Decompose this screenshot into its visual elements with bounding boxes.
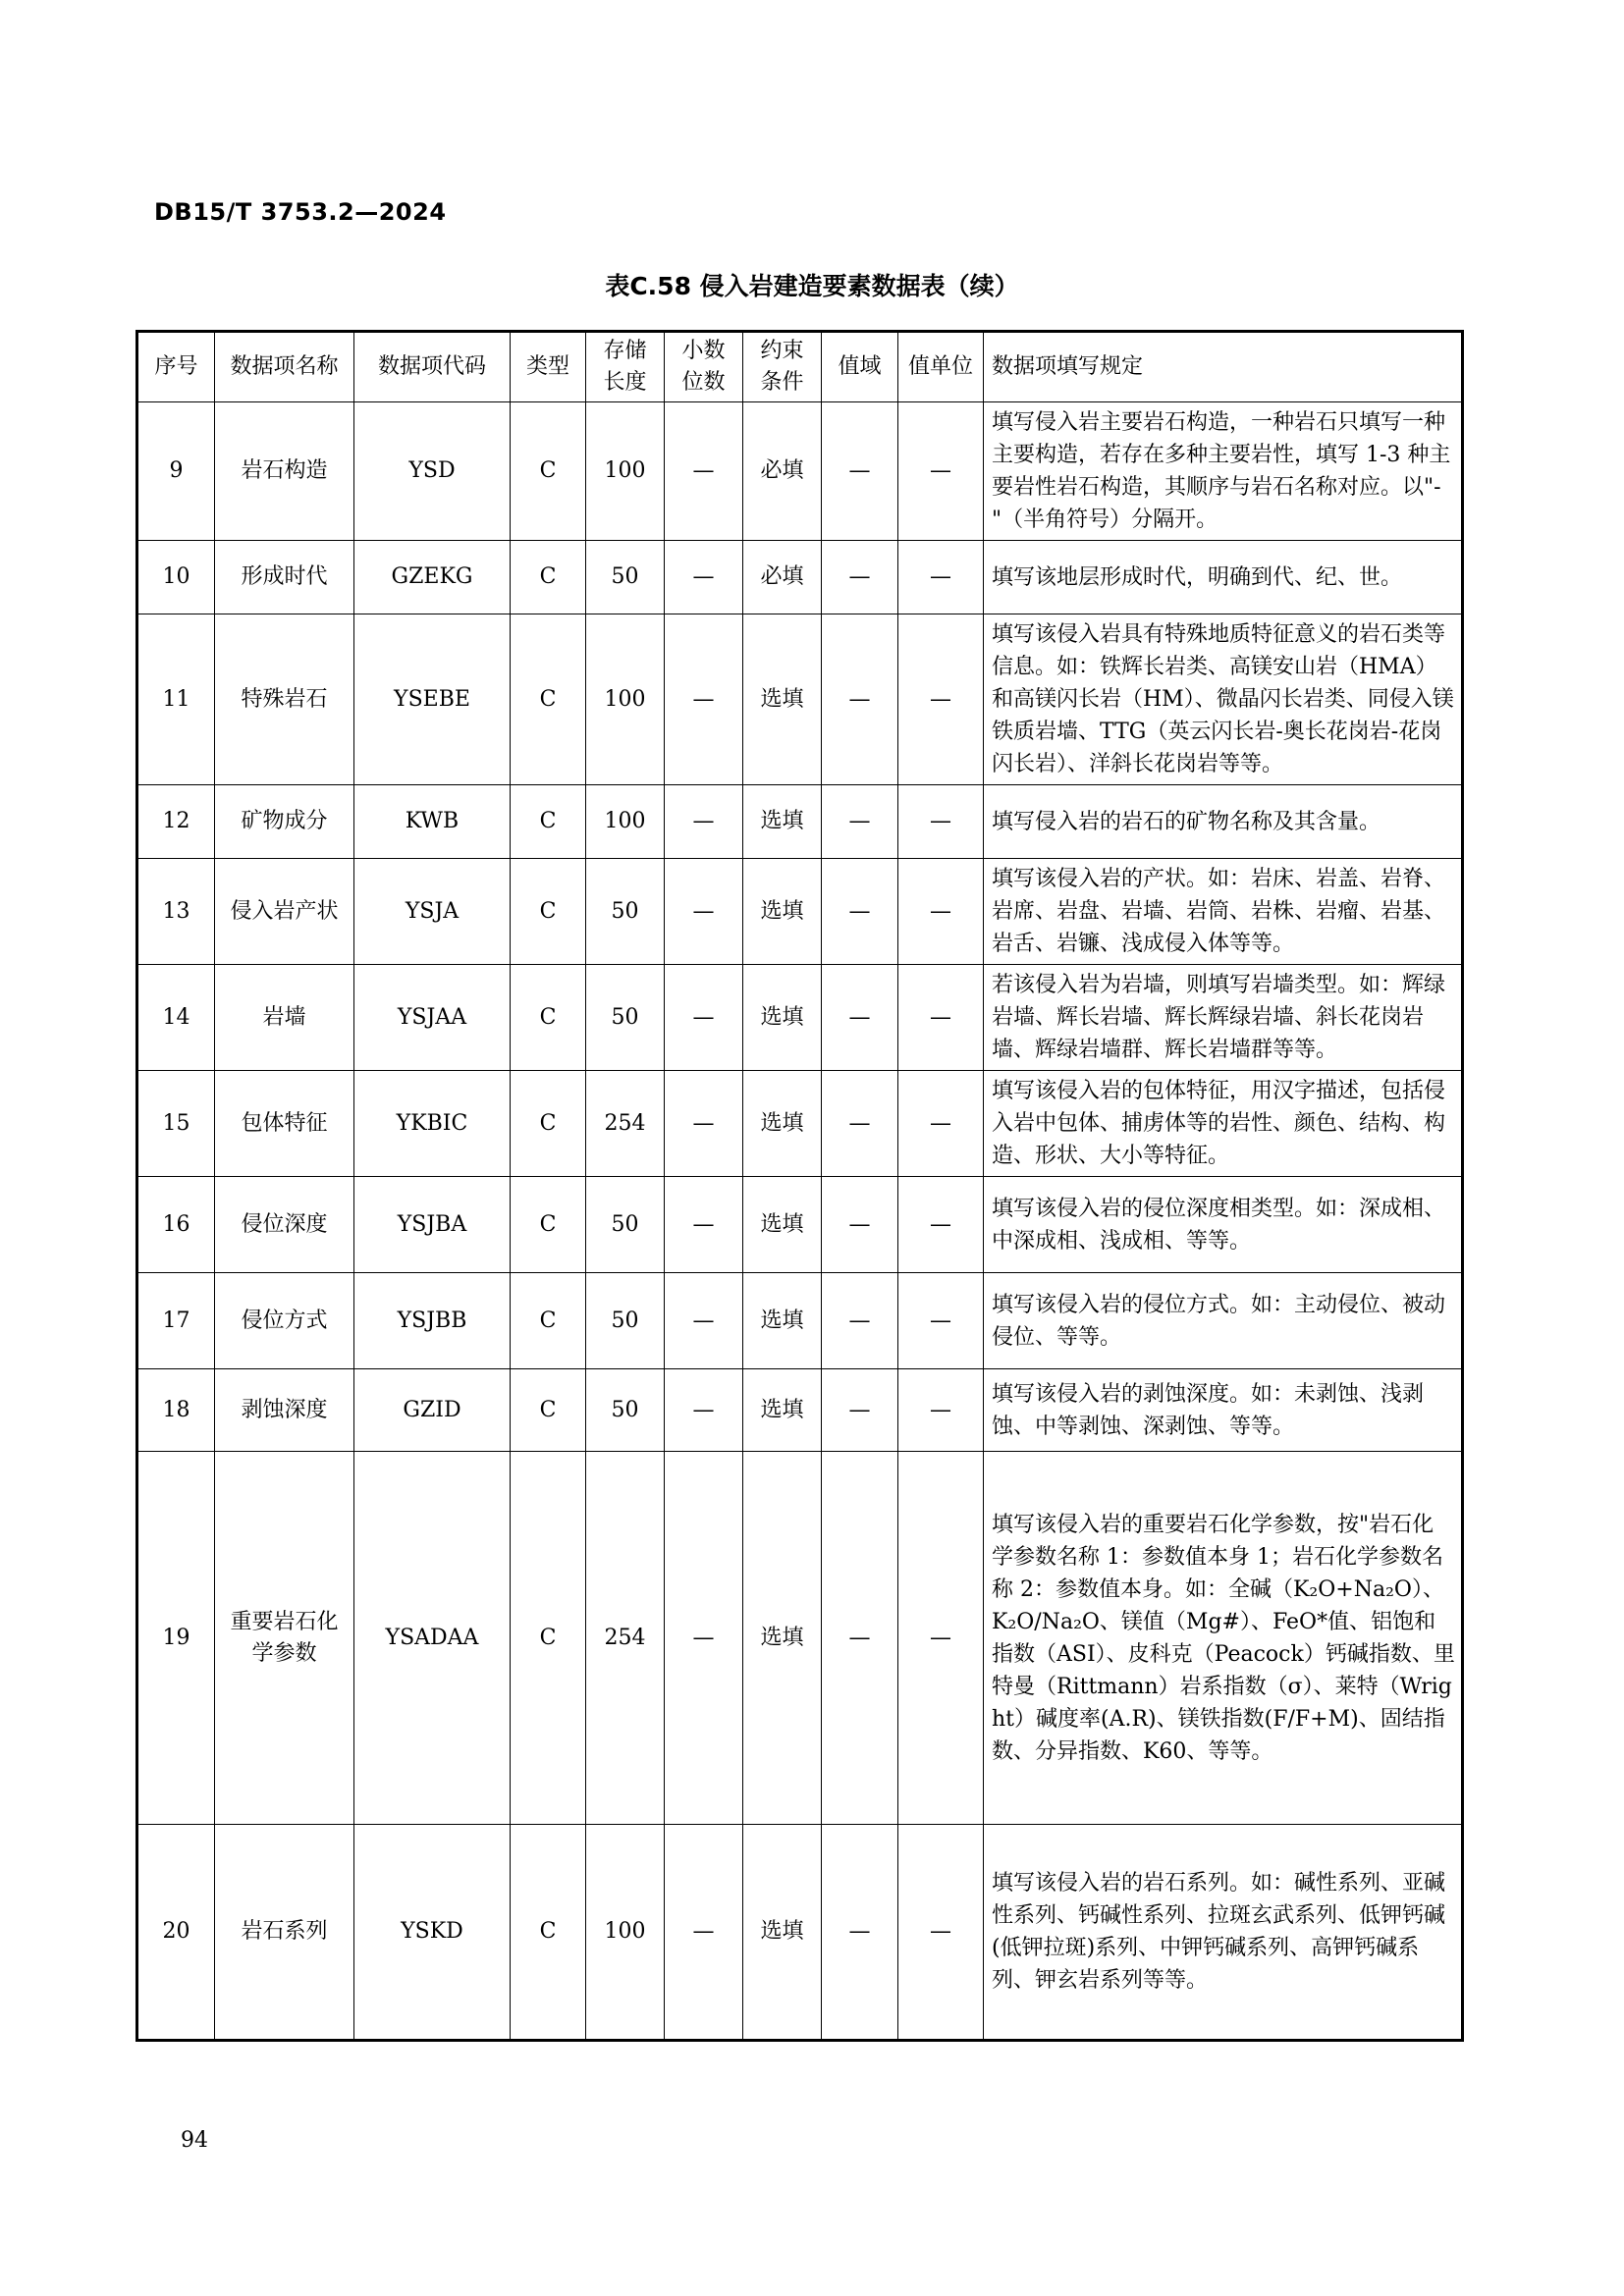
table-row: [137, 541, 1463, 614]
value-domain: —: [822, 1071, 898, 1177]
decimal-places: —: [665, 859, 743, 965]
table-row: [137, 785, 1463, 859]
col-header-name: 数据项名称: [215, 332, 354, 402]
storage-length: 100: [586, 614, 665, 785]
item-name: 矿物成分: [215, 785, 354, 859]
item-name: 岩石构造: [215, 402, 354, 541]
value-domain: —: [822, 1825, 898, 2041]
data-type: C: [511, 402, 586, 541]
item-name: 岩石系列: [215, 1825, 354, 2041]
row-number: 17: [137, 1273, 215, 1369]
data-type: C: [511, 1177, 586, 1273]
item-name: 侵入岩产状: [215, 859, 354, 965]
row-number: 16: [137, 1177, 215, 1273]
value-domain: —: [822, 1452, 898, 1825]
table-row: [137, 859, 1463, 965]
storage-length: 254: [586, 1071, 665, 1177]
item-code: YSJAA: [354, 965, 511, 1071]
fill-rule: 若该侵入岩为岩墙，则填写岩墙类型。如：辉绿岩墙、辉长岩墙、辉长辉绿岩墙、斜长花岗岩墙、辉绿岩墙群、辉长岩墙群等等。: [984, 965, 1463, 1071]
col-header-type: 类型: [511, 332, 586, 402]
item-code: YSJBA: [354, 1177, 511, 1273]
value-unit: —: [898, 1071, 984, 1177]
col-header-unit: 值单位: [898, 332, 984, 402]
storage-length: 50: [586, 1273, 665, 1369]
table-title: 表C.58 侵入岩建造要素数据表（续）: [605, 272, 1019, 300]
item-name: 重要岩石化学参数: [215, 1452, 354, 1825]
value-domain: —: [822, 541, 898, 614]
decimal-places: —: [665, 1273, 743, 1369]
row-number: 11: [137, 614, 215, 785]
col-header-length: 存储长度: [586, 332, 665, 402]
item-name: 包体特征: [215, 1071, 354, 1177]
table-body: [137, 402, 1463, 2041]
fill-rule: 填写该侵入岩的剥蚀深度。如：未剥蚀、浅剥蚀、中等剥蚀、深剥蚀、等等。: [984, 1369, 1463, 1452]
item-name: 剥蚀深度: [215, 1369, 354, 1452]
fill-rule: 填写该地层形成时代，明确到代、纪、世。: [984, 541, 1463, 614]
row-number: 18: [137, 1369, 215, 1452]
data-type: C: [511, 541, 586, 614]
fill-rule: 填写该侵入岩的侵位深度相类型。如：深成相、中深成相、浅成相、等等。: [984, 1177, 1463, 1273]
constraint: 选填: [743, 614, 822, 785]
storage-length: 100: [586, 785, 665, 859]
value-unit: —: [898, 402, 984, 541]
constraint: 选填: [743, 965, 822, 1071]
constraint: 选填: [743, 1177, 822, 1273]
data-type: C: [511, 965, 586, 1071]
document-code: DB15/T 3753.2—2024: [154, 198, 447, 226]
value-unit: —: [898, 1452, 984, 1825]
fill-rule: 填写该侵入岩具有特殊地质特征意义的岩石类等信息。如：铁辉长岩类、高镁安山岩（HMA）和高镁闪长岩（HM）、微晶闪长岩类、同侵入镁铁质岩墙、TTG（英云闪长岩-奥长花岗岩-花岗闪长岩）、洋斜长花岗岩等等。: [984, 614, 1463, 785]
item-code: YSKD: [354, 1825, 511, 2041]
fill-rule: 填写该侵入岩的包体特征，用汉字描述，包括侵入岩中包体、捕虏体等的岩性、颜色、结构、构造、形状、大小等特征。: [984, 1071, 1463, 1177]
constraint: 选填: [743, 1273, 822, 1369]
col-header-rule: 数据项填写规定: [984, 332, 1463, 402]
value-unit: —: [898, 1825, 984, 2041]
page-number: 94: [181, 2128, 208, 2153]
item-name: 形成时代: [215, 541, 354, 614]
decimal-places: —: [665, 1369, 743, 1452]
value-unit: —: [898, 1177, 984, 1273]
table-row: [137, 965, 1463, 1071]
decimal-places: —: [665, 1825, 743, 2041]
storage-length: 100: [586, 402, 665, 541]
value-domain: —: [822, 859, 898, 965]
storage-length: 50: [586, 859, 665, 965]
storage-length: 50: [586, 965, 665, 1071]
item-name: 侵位方式: [215, 1273, 354, 1369]
storage-length: 50: [586, 1177, 665, 1273]
constraint: 选填: [743, 1071, 822, 1177]
col-header-no: 序号: [137, 332, 215, 402]
constraint: 选填: [743, 1452, 822, 1825]
data-type: C: [511, 785, 586, 859]
fill-rule: 填写该侵入岩的侵位方式。如：主动侵位、被动侵位、等等。: [984, 1273, 1463, 1369]
value-unit: —: [898, 859, 984, 965]
storage-length: 100: [586, 1825, 665, 2041]
fill-rule: 填写该侵入岩的岩石系列。如：碱性系列、亚碱性系列、钙碱性系列、拉斑玄武系列、低钾钙碱(低钾拉斑)系列、中钾钙碱系列、高钾钙碱系列、钾玄岩系列等等。: [984, 1825, 1463, 2041]
data-type: C: [511, 614, 586, 785]
decimal-places: —: [665, 402, 743, 541]
item-code: YSD: [354, 402, 511, 541]
value-unit: —: [898, 965, 984, 1071]
value-domain: —: [822, 1369, 898, 1452]
row-number: 9: [137, 402, 215, 541]
fill-rule: 填写侵入岩的岩石的矿物名称及其含量。: [984, 785, 1463, 859]
row-number: 20: [137, 1825, 215, 2041]
fill-rule: 填写该侵入岩的重要岩石化学参数，按"岩石化学参数名称 1：参数值本身 1；岩石化学参数名称 2：参数值本身。如：全碱（K₂O+Na₂O）、K₂O/Na₂O、镁值（Mg#）、FeO*值、铝饱和指数（ASI）、皮科克（Peacock）钙碱指数、里特曼（Rittmann）岩系指数（σ）、莱特（Wright）碱度率(A.R)、镁铁指数(F/F+M)、固结指数、分异指数、K60、等等。: [984, 1452, 1463, 1825]
item-name: 特殊岩石: [215, 614, 354, 785]
item-code: GZID: [354, 1369, 511, 1452]
table-row: [137, 1825, 1463, 2041]
value-unit: —: [898, 1273, 984, 1369]
row-number: 14: [137, 965, 215, 1071]
table-row: [137, 614, 1463, 785]
constraint: 选填: [743, 1825, 822, 2041]
constraint: 选填: [743, 1369, 822, 1452]
decimal-places: —: [665, 1452, 743, 1825]
decimal-places: —: [665, 614, 743, 785]
row-number: 15: [137, 1071, 215, 1177]
table-header-row: [137, 332, 1463, 402]
value-domain: —: [822, 1273, 898, 1369]
table-row: [137, 1369, 1463, 1452]
constraint: 必填: [743, 402, 822, 541]
item-code: YSJBB: [354, 1273, 511, 1369]
constraint: 选填: [743, 785, 822, 859]
row-number: 13: [137, 859, 215, 965]
data-type: C: [511, 1273, 586, 1369]
value-domain: —: [822, 965, 898, 1071]
value-unit: —: [898, 1369, 984, 1452]
fill-rule: 填写侵入岩主要岩石构造，一种岩石只填写一种主要构造，若存在多种主要岩性，填写 1-3 种主要岩性岩石构造，其顺序与岩石名称对应。以"-"（半角符号）分隔开。: [984, 402, 1463, 541]
table-row: [137, 1452, 1463, 1825]
value-domain: —: [822, 402, 898, 541]
data-type: C: [511, 1452, 586, 1825]
value-domain: —: [822, 1177, 898, 1273]
row-number: 10: [137, 541, 215, 614]
item-name: 侵位深度: [215, 1177, 354, 1273]
item-code: GZEKG: [354, 541, 511, 614]
decimal-places: —: [665, 1177, 743, 1273]
data-type: C: [511, 1825, 586, 2041]
constraint: 必填: [743, 541, 822, 614]
item-code: KWB: [354, 785, 511, 859]
value-unit: —: [898, 614, 984, 785]
table-row: [137, 1177, 1463, 1273]
item-code: YSADAA: [354, 1452, 511, 1825]
data-type: C: [511, 1071, 586, 1177]
col-header-decimals: 小数位数: [665, 332, 743, 402]
constraint: 选填: [743, 859, 822, 965]
storage-length: 50: [586, 1369, 665, 1452]
table-row: [137, 402, 1463, 541]
storage-length: 254: [586, 1452, 665, 1825]
col-header-constraint: 约束条件: [743, 332, 822, 402]
fill-rule: 填写该侵入岩的产状。如：岩床、岩盖、岩脊、岩席、岩盘、岩墙、岩筒、岩株、岩瘤、岩基、岩舌、岩镰、浅成侵入体等等。: [984, 859, 1463, 965]
row-number: 19: [137, 1452, 215, 1825]
value-unit: —: [898, 785, 984, 859]
value-domain: —: [822, 614, 898, 785]
decimal-places: —: [665, 785, 743, 859]
item-code: YSEBE: [354, 614, 511, 785]
row-number: 12: [137, 785, 215, 859]
data-spec-table: [135, 330, 1464, 2042]
storage-length: 50: [586, 541, 665, 614]
decimal-places: —: [665, 1071, 743, 1177]
data-type: C: [511, 1369, 586, 1452]
decimal-places: —: [665, 965, 743, 1071]
col-header-code: 数据项代码: [354, 332, 511, 402]
item-name: 岩墙: [215, 965, 354, 1071]
data-type: C: [511, 859, 586, 965]
table-row: [137, 1071, 1463, 1177]
table-row: [137, 1273, 1463, 1369]
item-code: YSJA: [354, 859, 511, 965]
item-code: YKBIC: [354, 1071, 511, 1177]
col-header-domain: 值域: [822, 332, 898, 402]
decimal-places: —: [665, 541, 743, 614]
value-domain: —: [822, 785, 898, 859]
value-unit: —: [898, 541, 984, 614]
